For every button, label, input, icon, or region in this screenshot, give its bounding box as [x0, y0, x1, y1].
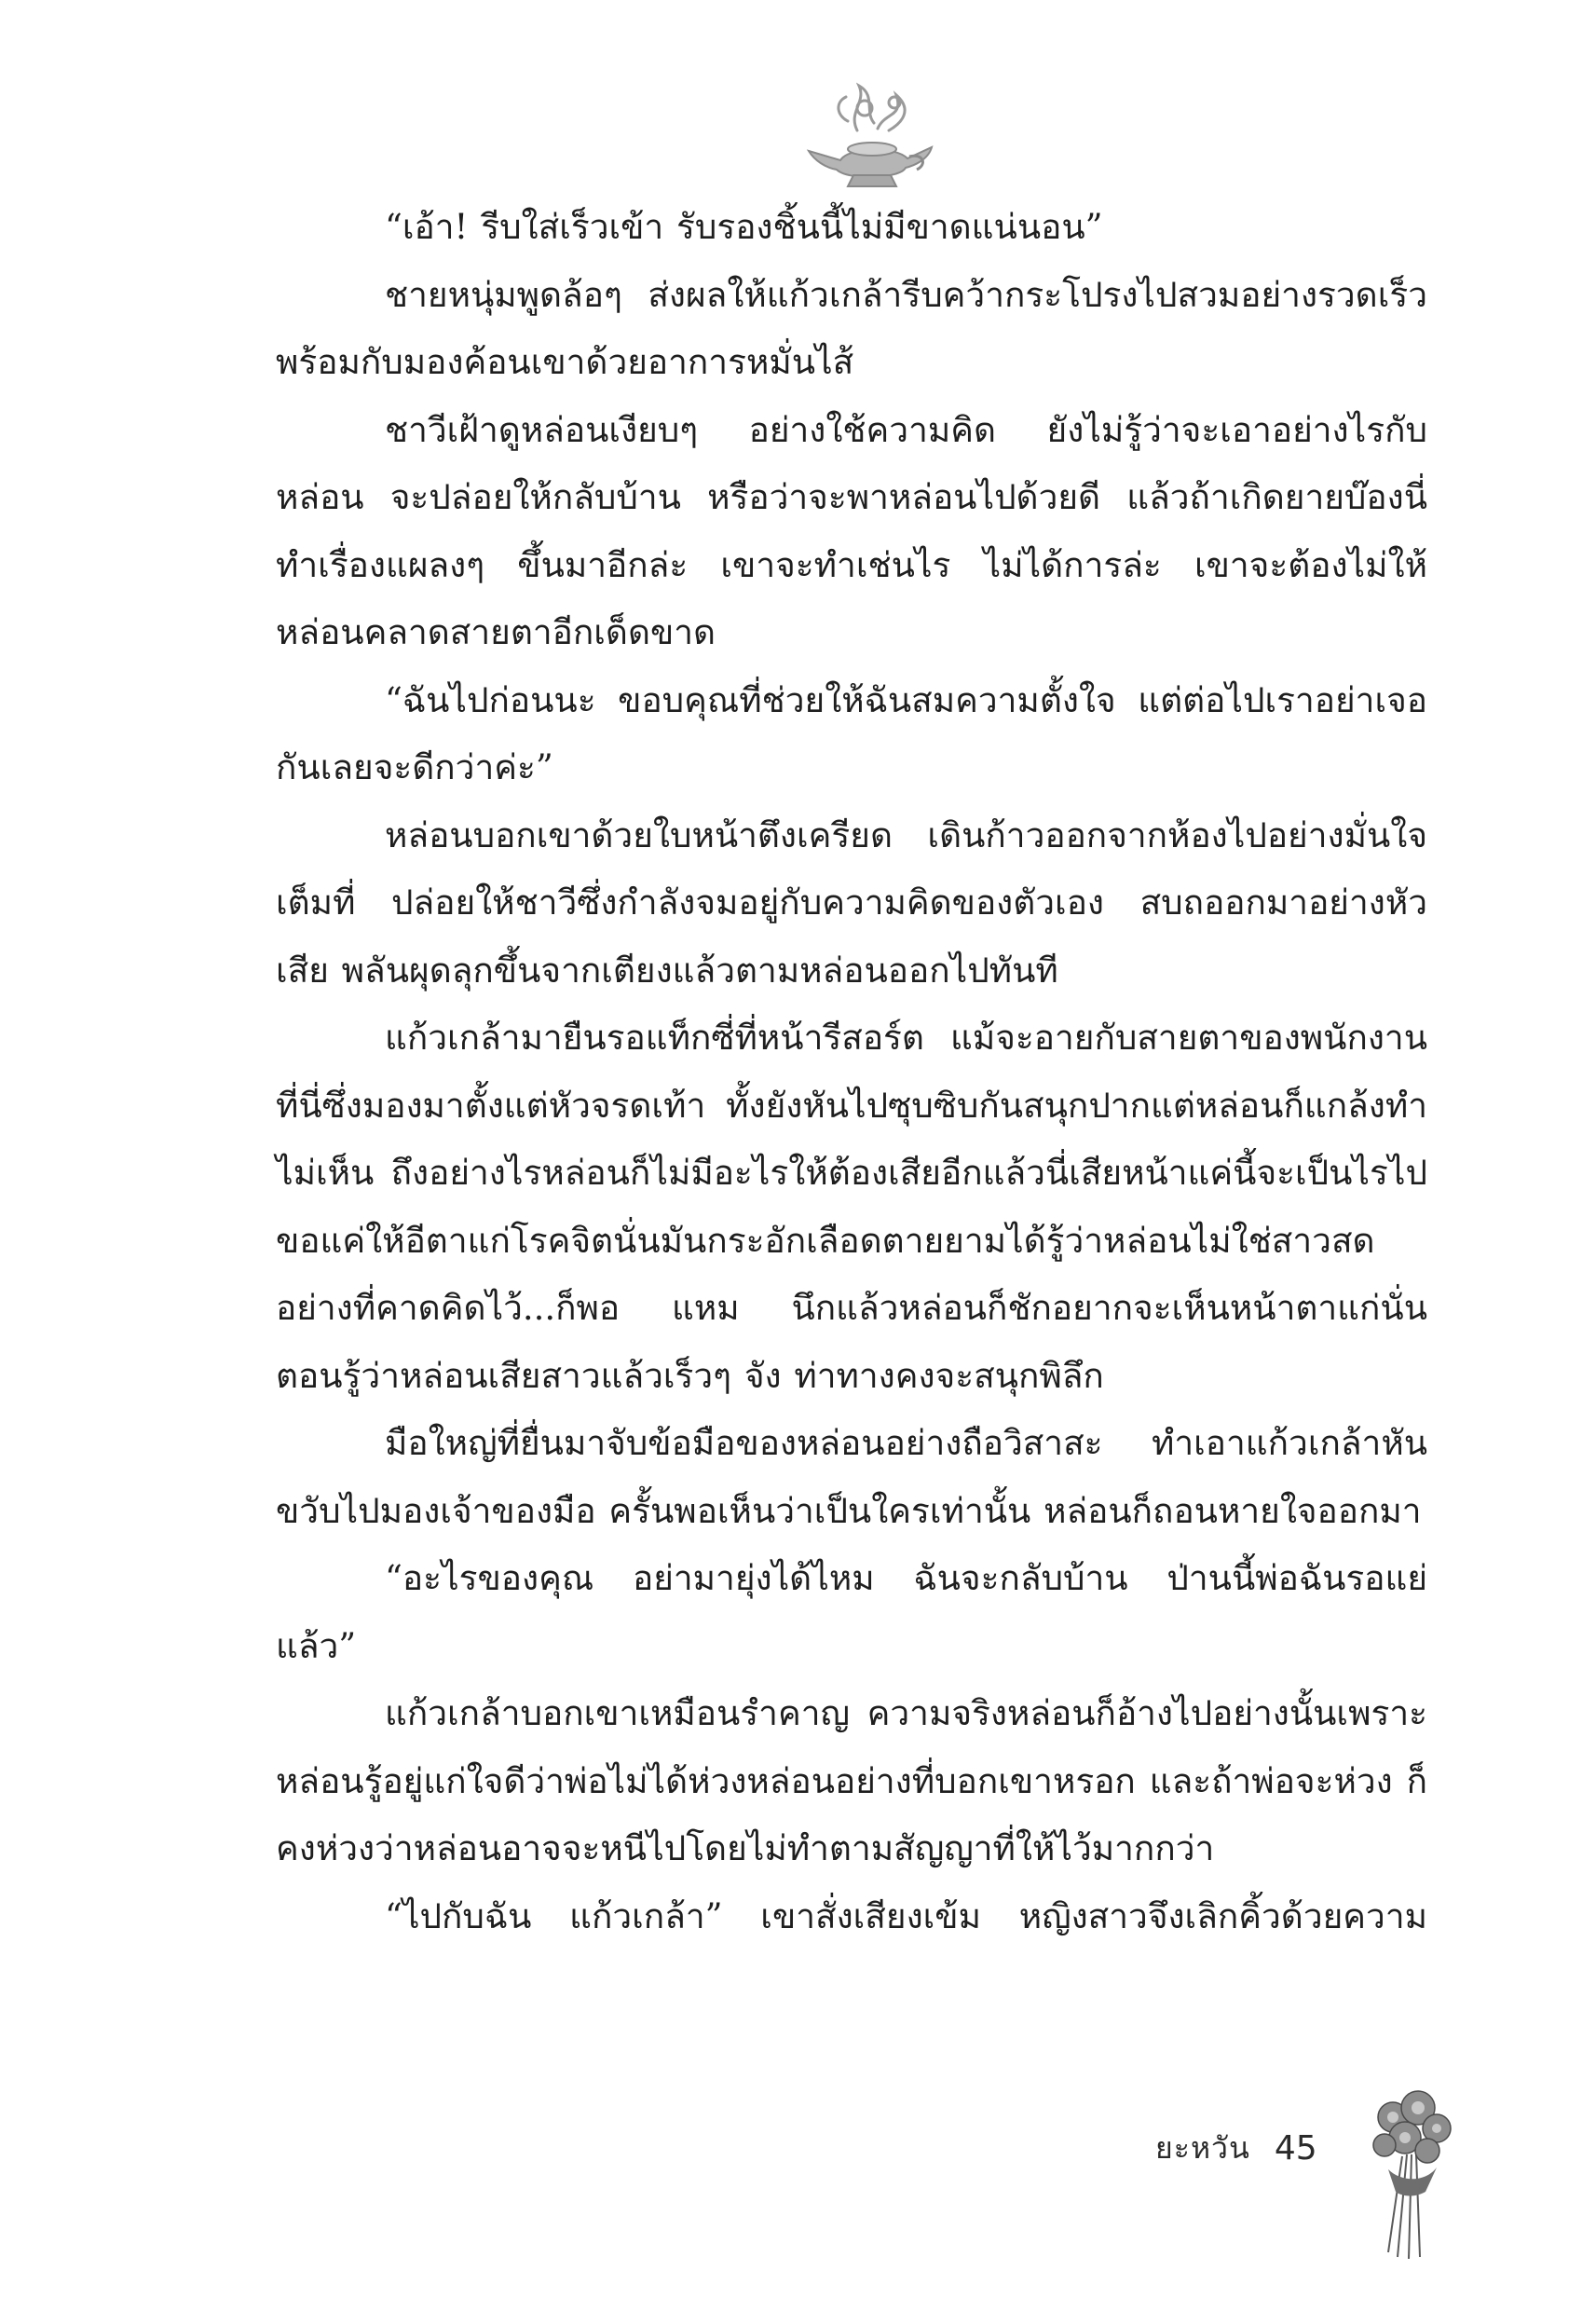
paragraph: “ไปกับฉัน แก้วเกล้า” เขาสั่งเสียงเข้ม หญิงสาวจึงเลิกคิ้วด้วยความ — [385, 1895, 1427, 1936]
paragraph: แก้วเกล้าบอกเขาเหมือนรำคาญ ความจริงหล่อนก็อ้างไปอย่างนั้นเพราะหล่อนรู้อยู่แก่ใจดีว่าพ่อไม่ได้ห่วงหล่อนอย่างที่บอกเขาหรอก และถ้าพ่อจะห่วง ก็คงห่วงว่าหล่อนอาจจะหนีไปโดยไม่ทำตามสัญญาที่ให้ไว้มากกว่า — [276, 1693, 1427, 1868]
paragraph: แก้วเกล้ามายืนรอแท็กซี่ที่หน้ารีสอร์ต แม้จะอายกับสายตาของพนักงานที่นี่ซึ่งมองมาตั้งแต่หัวจรดเท้า ทั้งยังหันไปซุบซิบกันสนุกปากแต่หล่อนก็แกล้งทำไม่เห็น ถึงอย่างไรหล่อนก็ไม่มีอะไรให้ต้องเสียอีกแล้วนี่เสียหน้าแค่นี้จะเป็นไรไป ขอแค่ให้อีตาแก่โรคจิตนั่นมันกระอักเลือดตายยามได้รู้ว่าหล่อนไม่ใช่สาวสดอย่างที่คาดคิดไว้...ก็พอ แหม นึกแล้วหล่อนก็ชักอยากจะเห็นหน้าตาแก่นั่น ตอนรู้ว่าหล่อนเสียสาวแล้วเร็วๆ จัง ท่าทางคงจะสนุกพิลึก — [276, 1018, 1427, 1396]
paragraph: ชาวีเฝ้าดูหล่อนเงียบๆ อย่างใช้ความคิด ยังไม่รู้ว่าจะเอาอย่างไรกับหล่อน จะปล่อยให้กลับบ้าน หรือว่าจะพาหล่อนไปด้วยดี แล้วถ้าเกิดยายบ๊องนี่ทำเรื่องแผลงๆ ขึ้นมาอีกล่ะ เขาจะทำเช่นไร ไม่ได้การล่ะ เขาจะต้องไม่ให้หล่อนคลาดสายตาอีกเด็ดขาด — [276, 409, 1427, 652]
paragraph: หล่อนบอกเขาด้วยใบหน้าตึงเครียด เดินก้าวออกจากห้องไปอย่างมั่นใจเต็มที่ ปล่อยให้ชาวีซึ่งกำลังจมอยู่กับความคิดของตัวเอง สบถออกมาอย่างหัวเสีย พลันผุดลุกขึ้นจากเตียงแล้วตามหล่อนออกไปทันที — [276, 814, 1427, 991]
paragraph: ชายหนุ่มพูดล้อๆ ส่งผลให้แก้วเกล้ารีบคว้ากระโปรงไปสวมอย่างรวดเร็ว พร้อมกับมองค้อนเขาด้วยอาการหมั่นไส้ — [276, 274, 1427, 382]
page-number: 45 — [1274, 2128, 1317, 2167]
lamp-ornament-icon — [792, 75, 941, 196]
page-footer — [1155, 2120, 1317, 2176]
paragraph: มือใหญ่ที่ยื่นมาจับข้อมือของหล่อนอย่างถือวิสาสะ ทำเอาแก้วเกล้าหันขวับไปมองเจ้าของมือ ครั้นพอเห็นว่าเป็นใครเท่านั้น หล่อนก็ถอนหายใจออกมา — [276, 1423, 1427, 1531]
bouquet-icon — [1360, 2080, 1463, 2266]
paragraph: “ฉันไปก่อนนะ ขอบคุณที่ช่วยให้ฉันสมความตั้งใจ แต่ต่อไปเราอย่าเจอกันเลยจะดีกว่าค่ะ” — [276, 679, 1427, 787]
paragraph: “อะไรของคุณ อย่ามายุ่งได้ไหม ฉันจะกลับบ้าน ป่านนี้พ่อฉันรอแย่แล้ว” — [276, 1558, 1427, 1666]
chapter-body — [276, 194, 1427, 1950]
running-title: ยะหวัน — [1155, 2129, 1250, 2166]
paragraph: “เอ้า! รีบใส่เร็วเข้า รับรองชิ้นนี้ไม่มีขาดแน่นอน” — [385, 207, 1103, 247]
